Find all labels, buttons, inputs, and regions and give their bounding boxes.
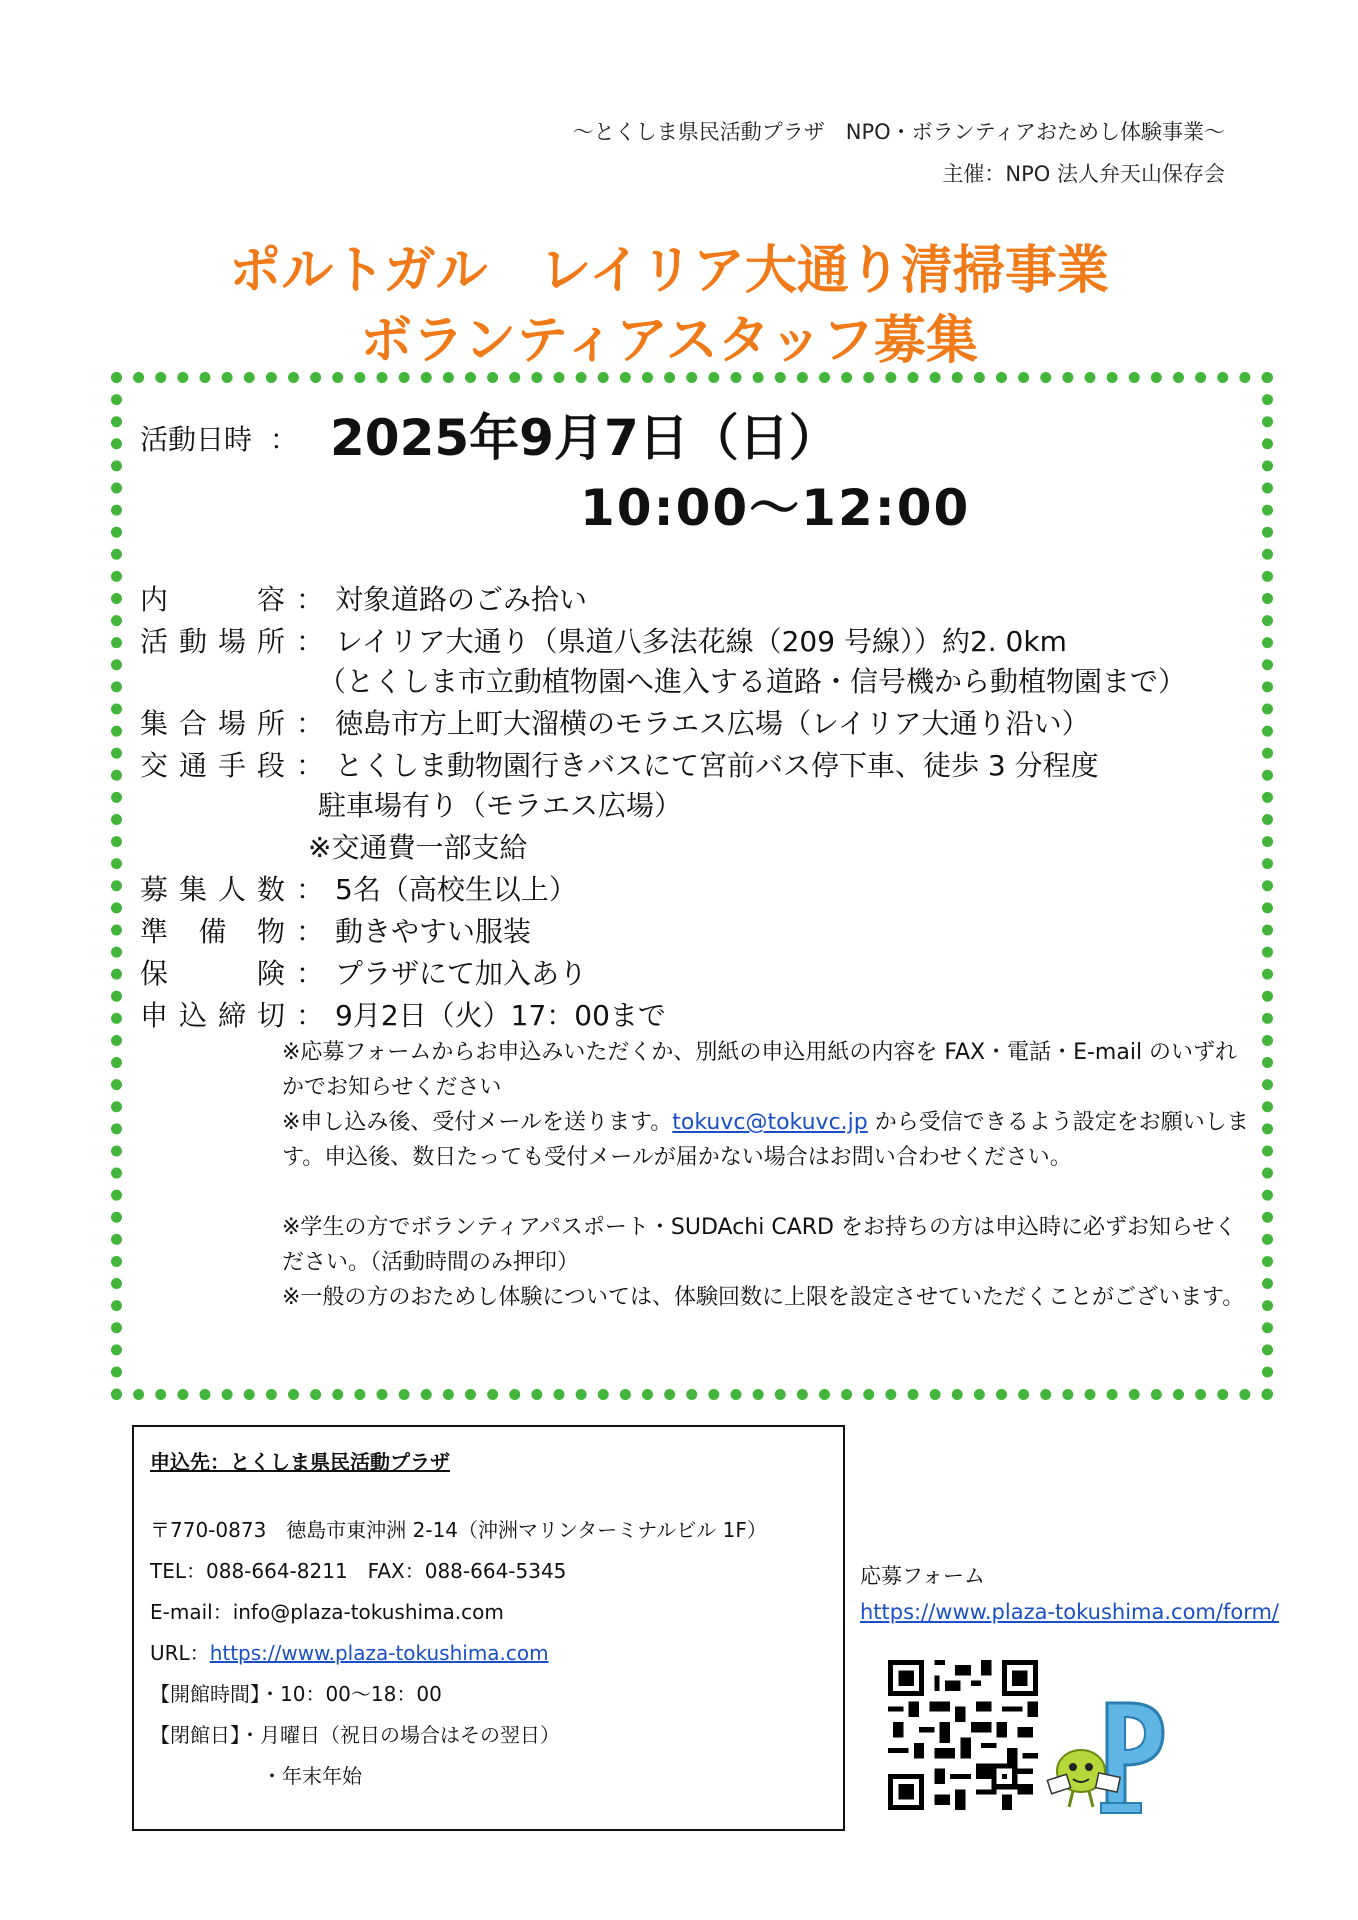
detail-label: 集合場所 xyxy=(140,707,285,740)
activity-date: 2025年9月7日（日） xyxy=(330,409,839,467)
detail-label: 募集人数 xyxy=(140,873,285,906)
detail-place: 活動場所 ： レイリア大通り（県道八多法花線（209 号線））約2. 0km xyxy=(140,620,1067,660)
plaza-mascot-icon xyxy=(1045,1695,1175,1820)
organizer-subtitle: 〜とくしま県民活動プラザ NPO・ボランティアおためし体験事業〜 xyxy=(572,120,1225,144)
detail-label: 申込締切 xyxy=(140,999,285,1032)
email-link[interactable]: tokuvc@tokuvc.jp xyxy=(672,1110,868,1135)
detail-deadline: 申込締切 ： 9月2日（火）17：00まで xyxy=(140,994,666,1034)
detail-label: 保 険 xyxy=(140,957,285,990)
note-general: ※一般の方のおためし体験については、体験回数に上限を設定させていただくことがございます。 xyxy=(282,1285,1245,1310)
contact-box xyxy=(132,1425,845,1831)
detail-label: 交通手段 xyxy=(140,749,285,782)
page-title-line1: ポルトガル レイリア大通り清掃事業 xyxy=(229,241,1109,301)
detail-value: とくしま動物園行きバスにて宮前バス停下車、徒歩 3 分程度 xyxy=(335,749,1099,782)
contact-email: E-mail：info@plaza-tokushima.com xyxy=(150,1600,504,1624)
contact-closed-2: ・年末年始 xyxy=(262,1764,362,1788)
detail-transport-cont: 駐車場有り（モラエス広場） xyxy=(318,789,683,822)
date-label: 活動日時 ： xyxy=(140,423,298,456)
detail-content: 内 容 ： 対象道路のごみ拾い xyxy=(140,578,587,618)
detail-label: 活動場所 xyxy=(140,625,285,658)
organizer: 主催：NPO 法人弁天山保存会 xyxy=(942,162,1225,186)
detail-value: 9月2日（火）17：00まで xyxy=(335,999,666,1032)
activity-time: 10:00〜12:00 xyxy=(580,479,971,537)
detail-label: 準備物 xyxy=(140,915,285,948)
detail-value: 動きやすい服装 xyxy=(335,915,532,948)
detail-place-cont: （とくしま市立動植物園へ進入する道路・信号機から動植物園まで） xyxy=(318,665,1187,698)
detail-value: 5名（高校生以上） xyxy=(335,873,577,906)
detail-transport-note: ※交通費一部支給 xyxy=(308,831,528,864)
detail-capacity: 募集人数 ： 5名（高校生以上） xyxy=(140,868,577,908)
detail-value: プラザにて加入あり xyxy=(335,957,588,990)
detail-insurance: 保 険 ： プラザにて加入あり xyxy=(140,952,587,992)
detail-label: 内 容 xyxy=(140,583,285,616)
form-link[interactable]: https://www.plaza-tokushima.com/form/ xyxy=(860,1600,1280,1624)
detail-meeting: 集合場所 ： 徳島市方上町大溜横のモラエス広場（レイリア大通り沿い） xyxy=(140,702,1090,742)
contact-closed: 【閉館日】・月曜日（祝日の場合はその翌日） xyxy=(150,1723,560,1747)
contact-title: 申込先：とくしま県民活動プラザ xyxy=(150,1450,450,1474)
contact-url: URL：https://www.plaza-tokushima.com xyxy=(150,1641,549,1665)
form-label: 応募フォーム xyxy=(860,1564,985,1588)
detail-value: レイリア大通り（県道八多法花線（209 号線））約2. 0km xyxy=(335,625,1067,658)
detail-value: 徳島市方上町大溜横のモラエス広場（レイリア大通り沿い） xyxy=(335,707,1090,740)
note-email: ※申し込み後、受付メールを送ります。tokuvc@tokuvc.jp から受信できるよう設定をお願いします。申込後、数日たっても受付メールが届かない場合はお問い合わせください。 xyxy=(282,1110,1249,1170)
contact-hours: 【開館時間】・10：00〜18：00 xyxy=(150,1682,442,1706)
page-title-line2: ボランティアスタッフ募集 xyxy=(360,311,978,371)
note-student: ※学生の方でボランティアパスポート・SUDAchi CARD をお持ちの方は申込時に必ずお知らせください。（活動時間のみ押印） xyxy=(282,1215,1237,1275)
detail-value: 対象道路のごみ拾い xyxy=(335,583,588,616)
detail-belongings: 準備物 ： 動きやすい服装 xyxy=(140,910,531,950)
contact-address: 〒770-0873 徳島市東沖洲 2-14（沖洲マリンターミナルビル 1F） xyxy=(150,1518,767,1542)
detail-transport: 交通手段 ： とくしま動物園行きバスにて宮前バス停下車、徒歩 3 分程度 xyxy=(140,744,1099,784)
site-link[interactable]: https://www.plaza-tokushima.com xyxy=(209,1641,549,1665)
qr-code-icon[interactable] xyxy=(888,1660,1038,1810)
note-apply: ※応募フォームからお申込みいただくか、別紙の申込用紙の内容を FAX・電話・E-mail のいずれかでお知らせください xyxy=(282,1040,1238,1100)
contact-tel-fax: TEL：088-664-8211 FAX：088-664-5345 xyxy=(150,1559,567,1583)
